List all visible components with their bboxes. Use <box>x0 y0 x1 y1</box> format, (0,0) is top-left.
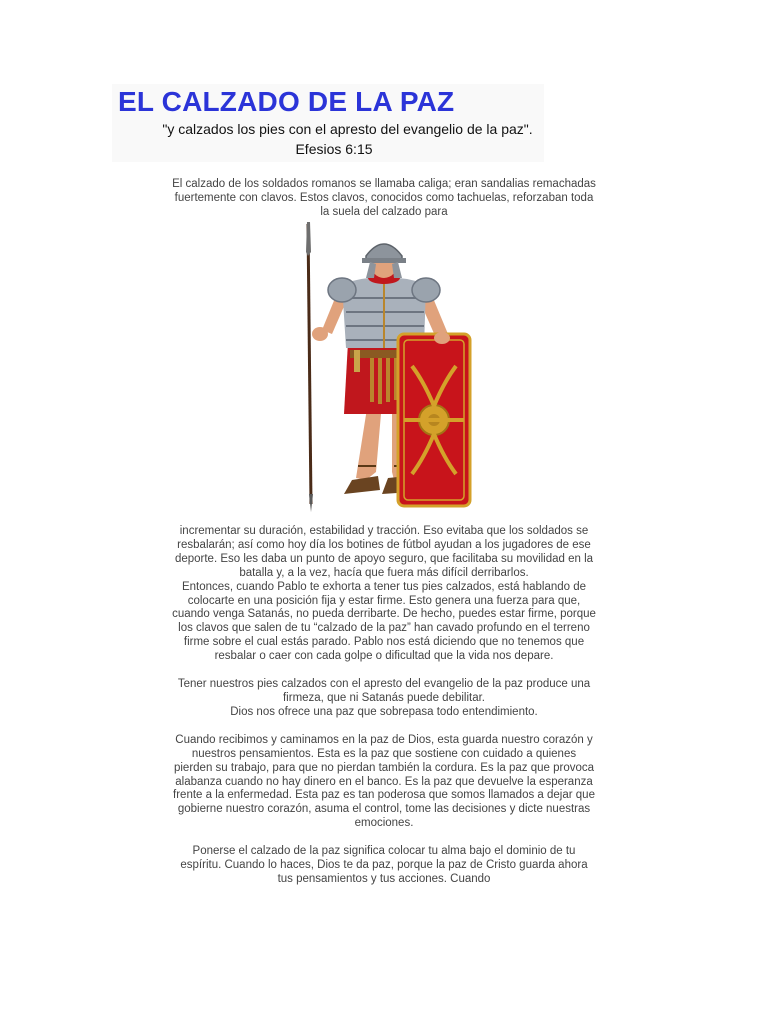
paragraph-1: incrementar su duración, estabilidad y tracción. Eso evitaba que los soldados se resbalarán; así como hoy día los botines de fútbol ayudan a los jugadores de ese deporte. Eso les daba un punto de apoyo seguro, que facilitaba su movilidad en la batalla y, a la vez, hacía que fuera más difícil derribarlos. <box>174 525 594 579</box>
bible-reference: Efesios 6:15 <box>295 141 373 157</box>
paragraph-4: Dios nos ofrece una paz que sobrepasa todo entendimiento. <box>230 705 538 718</box>
intro-text: El calzado de los soldados romanos se llamaba caliga; eran sandalias remachadas fuertemente con clavos. Estos clavos, conocidos como tachuelas, reforzaban toda la suela del calzado para <box>172 178 596 218</box>
intro-paragraph <box>172 178 596 220</box>
paragraph-5: Cuando recibimos y caminamos en la paz de Dios, esta guarda nuestro corazón y nuestros pensamientos. Esta es la paz que sostiene con cuidado a quienes pierden su trabajo, para que no pierdan también la cordura. Es la paz que provoca alabanza cuando no hay dinero en el banco. Es la paz que devuelve la esperanza frente a la enfermedad. Esta paz es tan poderosa que somos llamados a dejar que gobierne nuestro corazón, asuma el control, tome las decisiones y dicte nuestras emociones. <box>173 733 595 830</box>
roman-soldier-image <box>296 222 474 514</box>
document-subtitle: "y calzados los pies con el apresto del evangelio de la paz". <box>162 121 533 137</box>
paragraph-3: Tener nuestros pies calzados con el apresto del evangelio de la paz produce una firmeza, que ni Satanás puede debilitar. <box>177 678 591 704</box>
article-body <box>172 525 596 887</box>
document-title: EL CALZADO DE LA PAZ <box>118 86 455 117</box>
paragraph-6: Ponerse el calzado de la paz significa colocar tu alma bajo el dominio de tu espíritu. Cuando lo haces, Dios te da paz, porque la paz de Cristo guarda ahora tus pensamientos y tus acciones. Cuando <box>180 845 588 885</box>
roman-legionary-soldier-illustration <box>296 222 474 514</box>
paragraph-2: Entonces, cuando Pablo te exhorta a tener tus pies calzados, está hablando de colocarte en una posición fija y estar firme. Esto genera una fuerza para que, cuando venga Satanás, no pueda derribarte. De hecho, puedes estar firme, porque los clavos que salen de tu “calzado de la paz” han cavado profundo en el terreno firme sobre el cual estás parado. Pablo nos está diciendo que no tenemos que resbalar o caer con cada golpe o dificultad que la vida nos depare. <box>172 580 596 663</box>
